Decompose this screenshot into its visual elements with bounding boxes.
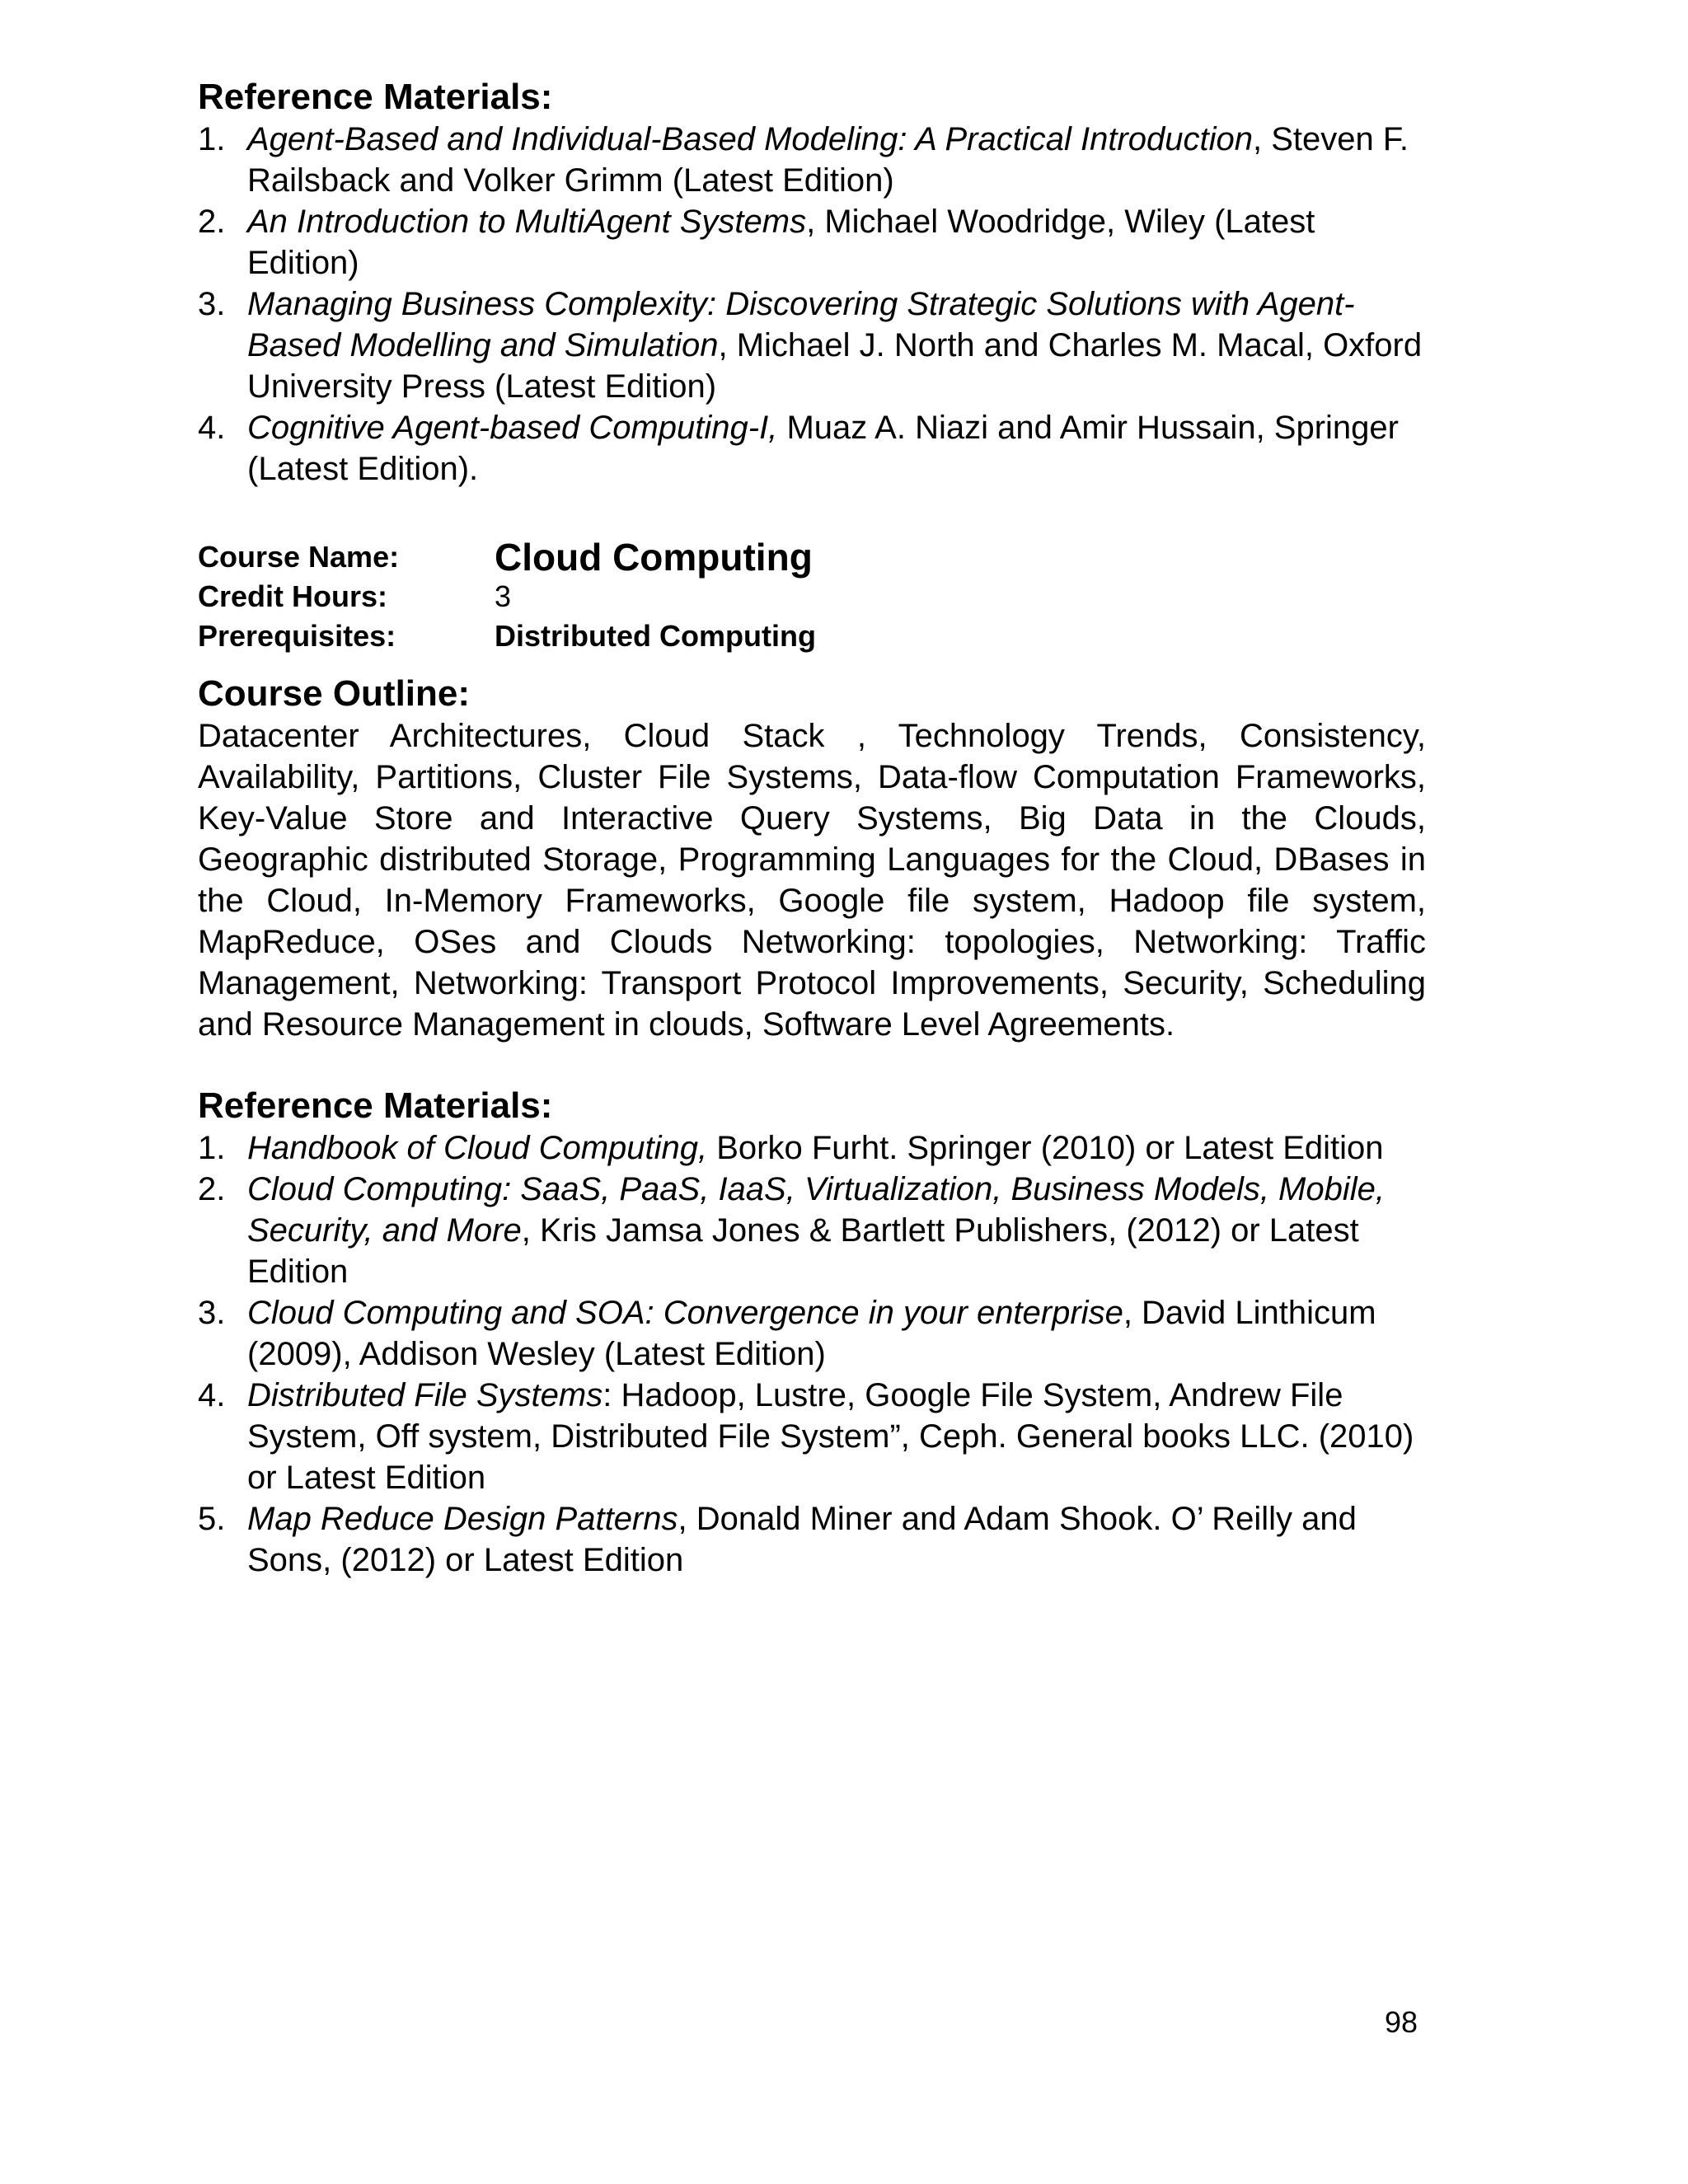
reference-item: 2. Cloud Computing: SaaS, PaaS, IaaS, Virtualization, Business Models, Mobile, Security, and More, Kris Jamsa Jones & Bartlett Publishers, (2012) or Latest Edition bbox=[198, 1171, 1385, 1290]
reference-title: Cloud Computing: SaaS, PaaS, IaaS, Virtualization, Business Models, Mobile, Security, and More bbox=[247, 1171, 1385, 1249]
reference-title: Managing Business Complexity: Discovering Strategic Solutions with Agent-Based Modelling and Simulation bbox=[247, 286, 1355, 363]
reference-title: Cognitive Agent-based Computing-I, bbox=[247, 410, 778, 446]
reference-item: 1. Handbook of Cloud Computing, Borko Furht. Springer (2010) or Latest Edition bbox=[198, 1130, 1384, 1166]
reference-title: Map Reduce Design Patterns bbox=[247, 1501, 678, 1537]
reference-item: 4. Cognitive Agent-based Computing-I, Muaz A. Niazi and Amir Hussain, Springer (Latest Edition). bbox=[198, 410, 1399, 487]
course-outline-text: Datacenter Architectures, Cloud Stack , Technology Trends, Consistency, Availability, Partitions, Cluster File Systems, Data-flow Computation Frameworks, Key-Value Store and Interactive Query Systems, Big Data in the Clouds, Geographic distributed Storage, Programming Languages for the Cloud, DBases in the Cloud, In-Memory Frameworks, Google file system, Hadoop file system, MapReduce, OSes and Clouds Networking: topologies, Networking: Traffic Management, Networking: Transport Protocol Improvements, Security, Scheduling and Resource Management in clouds, Software Level Agreements. bbox=[198, 718, 1426, 1043]
reference-list bbox=[198, 1127, 1426, 1581]
reference-list bbox=[198, 119, 1426, 490]
reference-details: , Michael Woodridge, Wiley (Latest Edition) bbox=[247, 204, 1315, 281]
reference-item: 3. Cloud Computing and SOA: Convergence in your enterprise, David Linthicum (2009), Addison Wesley (Latest Edition) bbox=[198, 1295, 1376, 1372]
page-number: 98 bbox=[1385, 2005, 1418, 2039]
reference-title: Distributed File Systems bbox=[247, 1377, 603, 1413]
reference-title: Cloud Computing and SOA: Convergence in your enterprise bbox=[247, 1295, 1123, 1331]
prerequisites-value: Distributed Computing bbox=[495, 619, 816, 653]
course-name-value: Cloud Computing bbox=[495, 536, 813, 579]
reference-title: Agent-Based and Individual-Based Modeling: A Practical Introduction bbox=[247, 121, 1253, 157]
credit-hours-value: 3 bbox=[495, 579, 512, 613]
reference-item: 1. Agent-Based and Individual-Based Modeling: A Practical Introduction, Steven F. Railsback and Volker Grimm (Latest Edition) bbox=[198, 121, 1409, 199]
reference-details: Muaz A. Niazi and Amir Hussain, Springer (Latest Edition). bbox=[247, 410, 1399, 487]
course-name-label: Course Name: bbox=[198, 540, 400, 574]
reference-details: , Michael J. North and Charles M. Macal, Oxford University Press (Latest Edition) bbox=[247, 327, 1423, 405]
reference-details: Borko Furht. Springer (2010) or Latest Edition bbox=[707, 1130, 1384, 1166]
reference-details: , David Linthicum (2009), Addison Wesley (Latest Edition) bbox=[247, 1295, 1376, 1372]
reference-details: , Donald Miner and Adam Shook. O’ Reilly and Sons, (2012) or Latest Edition bbox=[247, 1501, 1357, 1578]
course-info bbox=[198, 537, 1426, 656]
reference-item: 2. An Introduction to MultiAgent Systems, Michael Woodridge, Wiley (Latest Edition) bbox=[198, 204, 1315, 281]
reference-details: , Kris Jamsa Jones & Bartlett Publishers, (2012) or Latest Edition bbox=[247, 1212, 1359, 1290]
reference-item: 5. Map Reduce Design Patterns, Donald Miner and Adam Shook. O’ Reilly and Sons, (2012) or Latest Edition bbox=[198, 1501, 1357, 1578]
reference-details: : Hadoop, Lustre, Google File System, Andrew File System, Off system, Distributed File System”, Ceph. General books LLC. (2010) or Latest Edition bbox=[247, 1377, 1414, 1496]
reference-details: , Steven F. Railsback and Volker Grimm (Latest Edition) bbox=[247, 121, 1409, 199]
prerequisites-label: Prerequisites: bbox=[198, 619, 396, 653]
document-page bbox=[198, 76, 1426, 1581]
reference-title: Handbook of Cloud Computing, bbox=[247, 1130, 708, 1166]
credit-hours-label: Credit Hours: bbox=[198, 579, 388, 613]
course-outline-heading: Course Outline: bbox=[198, 673, 471, 714]
reference-materials-heading: Reference Materials: bbox=[198, 1085, 553, 1126]
reference-item: 4. Distributed File Systems: Hadoop, Lustre, Google File System, Andrew File System, Off system, Distributed File System”, Ceph. General books LLC. (2010) or Latest Edition bbox=[198, 1377, 1414, 1496]
reference-title: An Introduction to MultiAgent Systems bbox=[247, 204, 807, 240]
reference-item: 3. Managing Business Complexity: Discovering Strategic Solutions with Agent-Based Modelling and Simulation, Michael J. North and Charles M. Macal, Oxford University Press (Latest Edition) bbox=[198, 286, 1423, 405]
reference-materials-heading: Reference Materials: bbox=[198, 77, 553, 117]
